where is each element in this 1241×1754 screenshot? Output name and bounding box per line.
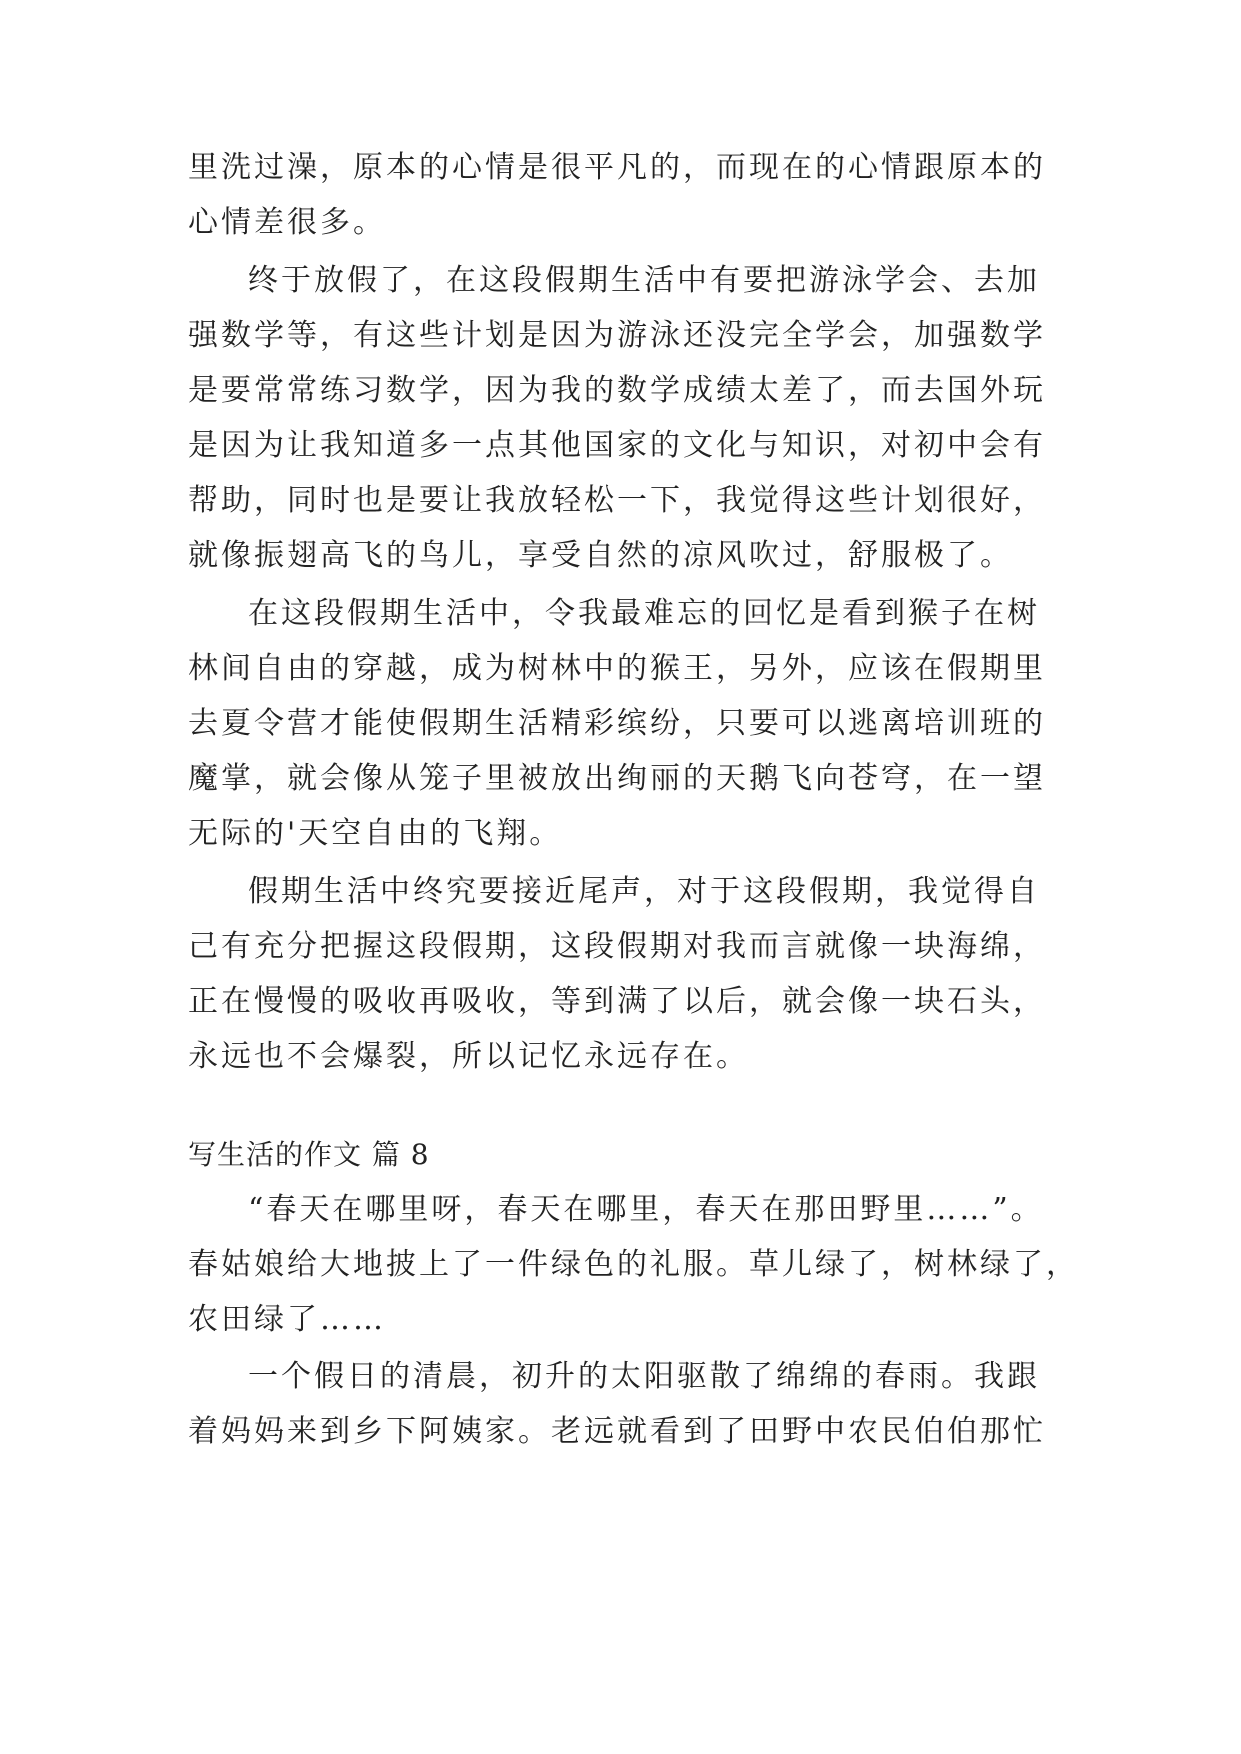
text-line: 帮助，同时也是要让我放轻松一下，我觉得这些计划很好， — [188, 483, 1046, 518]
text-line: 就像振翅高飞的鸟儿，享受自然的凉风吹过，舒服极了。 — [188, 538, 1013, 573]
text-line: 着妈妈来到乡下阿姨家。老远就看到了田野中农民伯伯那忙 — [188, 1414, 1046, 1449]
text-line: 是要常常练习数学，因为我的数学成绩太差了，而去国外玩 — [188, 373, 1046, 408]
text-line: 己有充分把握这段假期，这段假期对我而言就像一块海绵， — [188, 929, 1046, 964]
paragraph-first-line: “春天在哪里呀，春天在哪里，春天在那田野里……”。 — [248, 1192, 1044, 1227]
text-line: 里洗过澡，原本的心情是很平凡的，而现在的心情跟原本的 — [188, 150, 1046, 185]
paragraph-first-line: 终于放假了，在这段假期生活中有要把游泳学会、去加 — [248, 263, 1040, 298]
text-line: 强数学等，有这些计划是因为游泳还没完全学会，加强数学 — [188, 318, 1046, 353]
text-line: 农田绿了…… — [188, 1302, 386, 1337]
text-line: 正在慢慢的吸收再吸收，等到满了以后，就会像一块石头， — [188, 984, 1046, 1019]
text-line: 去夏令营才能使假期生活精彩缤纷，只要可以逃离培训班的 — [188, 706, 1046, 741]
paragraph-first-line: 一个假日的清晨，初升的太阳驱散了绵绵的春雨。我跟 — [248, 1359, 1040, 1394]
text-line: 林间自由的穿越，成为树林中的猴王，另外，应该在假期里 — [188, 651, 1046, 686]
text-line: 心情差很多。 — [188, 205, 386, 240]
text-line: 是因为让我知道多一点其他国家的文化与知识，对初中会有 — [188, 428, 1046, 463]
text-line: 永远也不会爆裂，所以记忆永远存在。 — [188, 1039, 749, 1074]
paragraph-first-line: 在这段假期生活中，令我最难忘的回忆是看到猴子在树 — [248, 596, 1040, 631]
section-heading: 写生活的作文 篇 8 — [188, 1138, 430, 1171]
text-line: 魔掌，就会像从笼子里被放出绚丽的天鹅飞向苍穹，在一望 — [188, 761, 1046, 796]
text-line: 无际的'天空自由的飞翔。 — [188, 816, 563, 851]
text-line: 春姑娘给大地披上了一件绿色的礼服。草儿绿了，树林绿了， — [188, 1247, 1079, 1282]
paragraph-first-line: 假期生活中终究要接近尾声，对于这段假期，我觉得自 — [248, 874, 1040, 909]
